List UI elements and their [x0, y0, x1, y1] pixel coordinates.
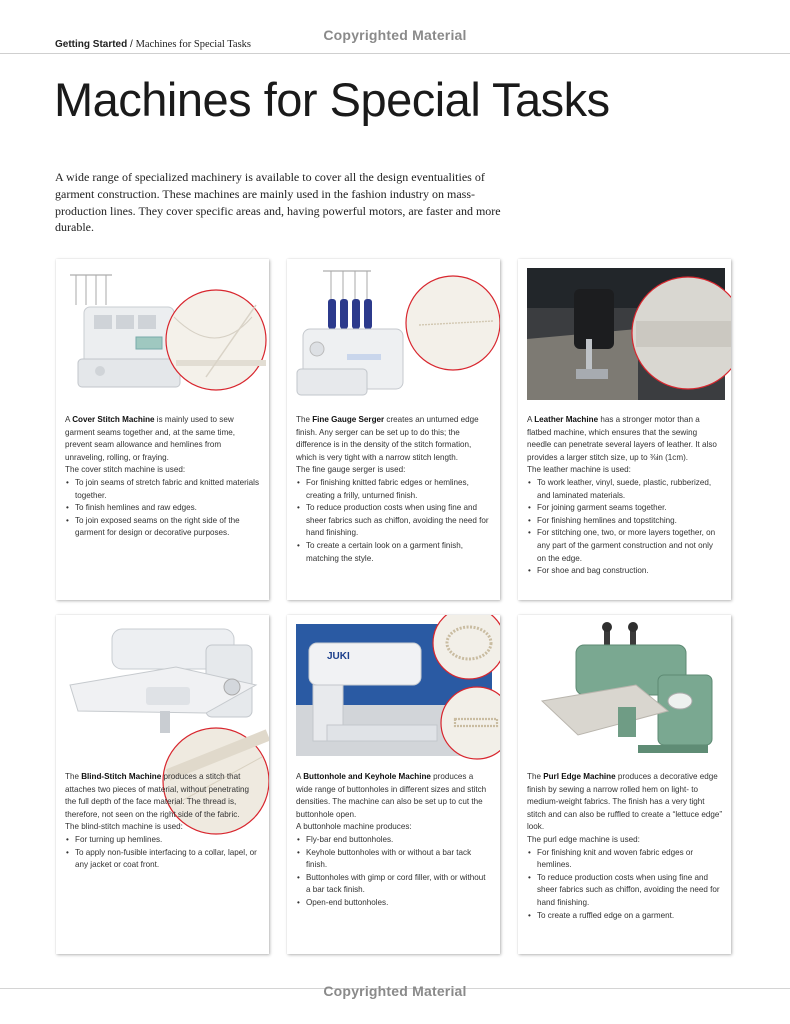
card-buttonhole-text	[296, 771, 492, 910]
list-item: • For finishing hemlines and topstitching.	[527, 515, 723, 528]
page-title: Machines for Special Tasks	[54, 73, 610, 126]
card-bullets	[296, 834, 492, 910]
card-purl-edge-machine	[518, 615, 731, 954]
breadcrumb-separator: /	[127, 39, 136, 50]
card-lead: The Fine Gauge Serger creates an unturned edge finish. Any serger can be set up to do this; the difference is in the density of the stitch formation, which is very tight with a narrow stitch length.	[296, 415, 479, 462]
breadcrumb	[55, 39, 251, 50]
list-item: • To apply non-fusible interfacing to a collar, lapel, or any jacket or coat front.	[65, 847, 261, 872]
card-blind-stitch-text	[65, 771, 261, 872]
card-fine-gauge-text	[296, 414, 492, 565]
list-item: • For finishing knit and woven fabric edges or hemlines.	[527, 847, 723, 872]
card-leather-text	[527, 414, 723, 578]
list-item: • For shoe and bag construction.	[527, 565, 723, 578]
list-item: • To join seams of stretch fabric and knitted materials together.	[65, 477, 261, 502]
card-subheading: A buttonhole machine produces:	[296, 822, 412, 832]
card-lead: The Purl Edge Machine produces a decorative edge finish by sewing a narrow rolled hem on light- to medium-weight fabrics. The finish has a very tight stitch and can also be ruffled to create a “lettuce edge” look.	[527, 772, 723, 832]
intro-paragraph: A wide range of specialized machinery is available to cover all the design eventualities of garment construction. These machines are mainly used in the fashion industry on mass-production lines. They cover specific areas and, having powerful motors, are faster and more durable.	[55, 170, 501, 235]
list-item: • For joining garment seams together.	[527, 502, 723, 515]
list-item: • For stitching one, two, or more layers together, on any part of the garment construction and not only on the edge.	[527, 527, 723, 565]
machine-name: Purl Edge Machine	[543, 772, 616, 781]
card-bullets	[296, 477, 492, 565]
list-item: • To join exposed seams on the right side of the garment for design or decorative purposes.	[65, 515, 261, 540]
list-item: • For finishing knitted fabric edges or hemlines, creating a frilly, unturned finish.	[296, 477, 492, 502]
card-subheading: The blind-stitch machine is used:	[65, 822, 183, 832]
list-item: • To finish hemlines and raw edges.	[65, 502, 261, 515]
list-item: • Open-end buttonholes.	[296, 897, 492, 910]
list-item: • To reduce production costs when using fine and sheer fabrics such as chiffon, avoiding the need for hand finishing.	[296, 502, 492, 540]
buttonhole-machine-illustration	[287, 615, 500, 765]
card-lead: A Leather Machine has a stronger motor than a flatbed machine, which ensures that the sewing needle can penetrate several layers of leather. It also provides a larger stitch size, up to ⅜in (1cm).	[527, 415, 717, 462]
card-leather-machine	[518, 259, 731, 600]
card-bullets	[65, 477, 261, 540]
fine-gauge-serger-illustration	[287, 259, 500, 409]
leather-machine-illustration	[518, 259, 731, 409]
list-item: • Keyhole buttonholes with or without a bar tack finish.	[296, 847, 492, 872]
card-cover-stitch-text	[65, 414, 261, 540]
purl-edge-machine-illustration	[518, 615, 731, 765]
card-subheading: The purl edge machine is used:	[527, 834, 640, 844]
list-item: • To work leather, vinyl, suede, plastic, rubberized, and laminated materials.	[527, 477, 723, 502]
card-lead: The Blind-Stitch Machine produces a stitch that attaches two pieces of material, without penetrating the full depth of the face material. The thread is, therefore, not seen on the right side of the fabric.	[65, 772, 250, 819]
list-item: • Buttonholes with gimp or cord filler, with or without a bar tack finish.	[296, 872, 492, 897]
breadcrumb-section: Getting Started	[55, 39, 128, 50]
breadcrumb-page: Machines for Special Tasks	[135, 39, 251, 50]
list-item: • To reduce production costs when using fine and sheer fabrics such as chiffon, avoiding the need for hand finishing.	[527, 872, 723, 910]
copyright-watermark-bottom: Copyrighted Material	[323, 983, 467, 999]
card-bullets	[65, 834, 261, 872]
card-buttonhole-keyhole-machine	[287, 615, 500, 954]
machine-name: Cover Stitch Machine	[72, 415, 155, 424]
card-bullets	[527, 477, 723, 578]
machine-name: Fine Gauge Serger	[312, 415, 385, 424]
copyright-watermark-top: Copyrighted Material	[323, 27, 467, 43]
cover-stitch-machine-illustration	[56, 259, 269, 409]
list-item: • Fly-bar end buttonholes.	[296, 834, 492, 847]
card-lead: A Cover Stitch Machine is mainly used to sew garment seams together and, at the same time, prevent seam allowance and hemlines from unraveling, rolling, or fraying.	[65, 415, 236, 462]
card-subheading: The fine gauge serger is used:	[296, 465, 406, 475]
list-item: • To create a certain look on a garment finish, matching the style.	[296, 540, 492, 565]
juki-brand-label: JUKI	[327, 651, 350, 662]
list-item: • To create a ruffled edge on a garment.	[527, 910, 723, 923]
card-subheading: The leather machine is used:	[527, 465, 631, 475]
list-item: • For turning up hemlines.	[65, 834, 261, 847]
header-rule	[0, 53, 790, 54]
card-subheading: The cover stitch machine is used:	[65, 465, 186, 475]
machine-name: Leather Machine	[534, 415, 599, 424]
card-blind-stitch-machine	[56, 615, 269, 954]
machine-name: Buttonhole and Keyhole Machine	[303, 772, 431, 781]
card-purl-edge-text	[527, 771, 723, 922]
card-lead: A Buttonhole and Keyhole Machine produces a wide range of buttonholes in different sizes and stitch densities. The machine can also be set up to cut the buttonhole open.	[296, 772, 487, 819]
card-bullets	[527, 847, 723, 923]
machine-name: Blind-Stitch Machine	[81, 772, 162, 781]
card-cover-stitch-machine	[56, 259, 269, 600]
card-fine-gauge-serger	[287, 259, 500, 600]
